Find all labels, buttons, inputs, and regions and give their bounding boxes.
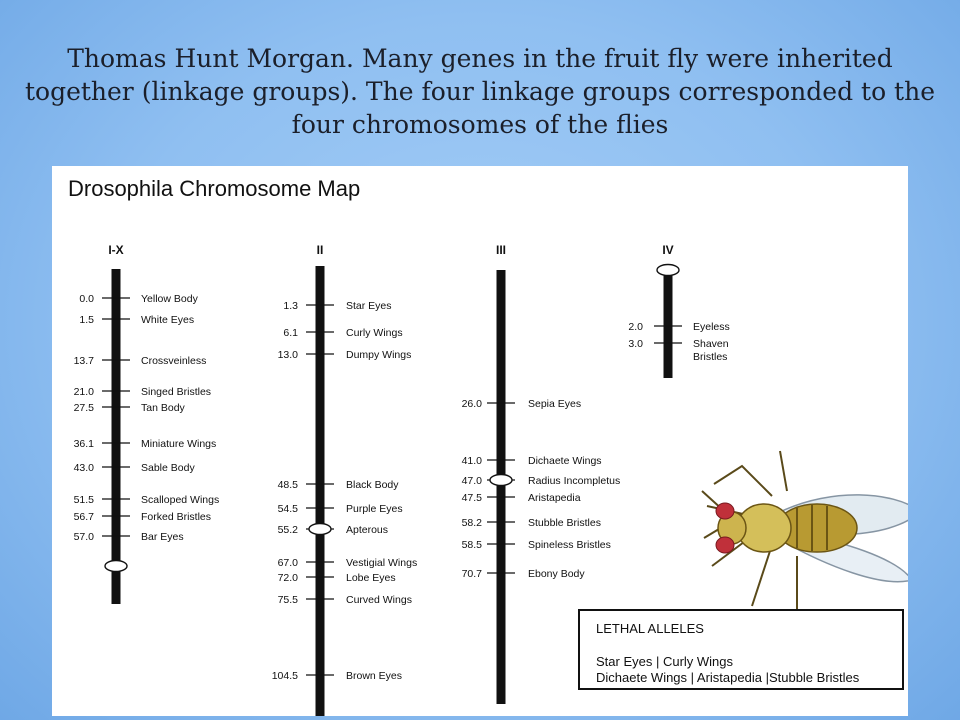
gene-position-label: 36.1 xyxy=(73,438,94,450)
gene-position-label: 1.5 xyxy=(79,314,94,326)
gene-position-label: 2.0 xyxy=(628,321,643,333)
chromosome-map-figure xyxy=(52,166,908,716)
gene-position-label: 58.2 xyxy=(461,517,482,529)
centromere xyxy=(309,524,331,535)
lethal-alleles-line-1: Star Eyes | Curly Wings xyxy=(596,654,734,669)
lethal-alleles-line-2: Dichaete Wings | Aristapedia |Stubble Bristles xyxy=(596,670,860,685)
gene-name-label: Singed Bristles xyxy=(141,386,212,398)
centromere xyxy=(657,265,679,276)
gene-position-label: 58.5 xyxy=(461,539,482,551)
chromosome-label: IV xyxy=(662,243,674,257)
chromosome-label: II xyxy=(316,243,324,257)
gene-name-label: Radius Incompletus xyxy=(528,475,621,487)
gene-name-label: Crossveinless xyxy=(141,355,207,367)
gene-position-label: 1.3 xyxy=(283,300,298,312)
lethal-alleles-box xyxy=(578,609,904,690)
gene-position-label: 70.7 xyxy=(461,568,482,580)
gene-name-label: Ebony Body xyxy=(528,568,585,580)
gene-position-label: 48.5 xyxy=(277,479,298,491)
gene-name-label: Spineless Bristles xyxy=(528,539,611,551)
chromosome-bar xyxy=(316,266,325,716)
gene-name-label: Sable Body xyxy=(141,462,195,474)
lethal-alleles-title: LETHAL ALLELES xyxy=(596,621,704,636)
gene-name-label: White Eyes xyxy=(141,314,195,326)
gene-position-label: 72.0 xyxy=(277,572,298,584)
gene-name-label: Stubble Bristles xyxy=(528,517,601,529)
slide-title: Thomas Hunt Morgan. Many genes in the fruit fly were inherited together (linkage groups). The four linkage groups corresponded to the four chromosomes of the flies xyxy=(24,44,936,139)
gene-name-label: Star Eyes xyxy=(346,300,392,312)
gene-position-label: 13.0 xyxy=(277,349,298,361)
gene-name-label: Shaven xyxy=(693,338,729,350)
chromosome-label: I-X xyxy=(108,243,124,257)
gene-position-label: 13.7 xyxy=(73,355,94,367)
chromosome-bar xyxy=(497,270,506,704)
gene-name-label: Black Body xyxy=(346,479,399,491)
centromere xyxy=(490,475,512,486)
fruit-fly-illustration xyxy=(702,451,908,621)
gene-position-label: 3.0 xyxy=(628,338,643,350)
gene-name-label: Curved Wings xyxy=(346,594,412,606)
centromere xyxy=(105,561,127,572)
gene-name-label: Lobe Eyes xyxy=(346,572,396,584)
gene-position-label: 43.0 xyxy=(73,462,94,474)
gene-position-label: 26.0 xyxy=(461,398,482,410)
gene-position-label: 47.0 xyxy=(461,475,482,487)
gene-name-label: Forked Bristles xyxy=(141,511,212,523)
figure-title: Drosophila Chromosome Map xyxy=(68,176,361,201)
chromosome-label: III xyxy=(495,243,507,257)
gene-position-label: 55.2 xyxy=(277,524,298,536)
gene-name-label: Scalloped Wings xyxy=(141,494,220,506)
gene-name-label: Dumpy Wings xyxy=(346,349,412,361)
gene-name-label: Eyeless xyxy=(693,321,730,333)
gene-name-label: Purple Eyes xyxy=(346,503,403,515)
gene-name-label: Curly Wings xyxy=(346,327,403,339)
gene-position-label: 47.5 xyxy=(461,492,482,504)
gene-position-label: 54.5 xyxy=(277,503,298,515)
gene-position-label: 6.1 xyxy=(283,327,298,339)
gene-position-label: 67.0 xyxy=(277,557,298,569)
gene-name-label: Dichaete Wings xyxy=(528,455,602,467)
gene-name-label: Vestigial Wings xyxy=(346,557,418,569)
gene-position-label: 51.5 xyxy=(73,494,94,506)
gene-name-label: Sepia Eyes xyxy=(528,398,582,410)
gene-name-label: Yellow Body xyxy=(141,293,198,305)
chromosome-1 xyxy=(74,243,220,604)
gene-position-label: 56.7 xyxy=(73,511,94,523)
gene-name-label: Apterous xyxy=(346,524,389,536)
gene-name-label: Tan Body xyxy=(141,402,185,414)
chromosome-4 xyxy=(628,243,729,378)
gene-name-label: Miniature Wings xyxy=(141,438,217,450)
gene-position-label: 0.0 xyxy=(79,293,94,305)
gene-position-label: 104.5 xyxy=(271,670,298,682)
gene-position-label: 41.0 xyxy=(461,455,482,467)
gene-position-label: 21.0 xyxy=(73,386,94,398)
gene-name-label: Aristapedia xyxy=(528,492,581,504)
gene-position-label: 57.0 xyxy=(73,531,94,543)
gene-position-label: 27.5 xyxy=(73,402,94,414)
gene-name-label-line-2: Bristles xyxy=(693,351,728,363)
gene-name-label: Bar Eyes xyxy=(141,531,184,543)
gene-position-label: 75.5 xyxy=(277,594,298,606)
gene-name-label: Brown Eyes xyxy=(346,670,403,682)
chromosome-2 xyxy=(272,243,417,716)
chromosome-bar xyxy=(664,268,673,378)
